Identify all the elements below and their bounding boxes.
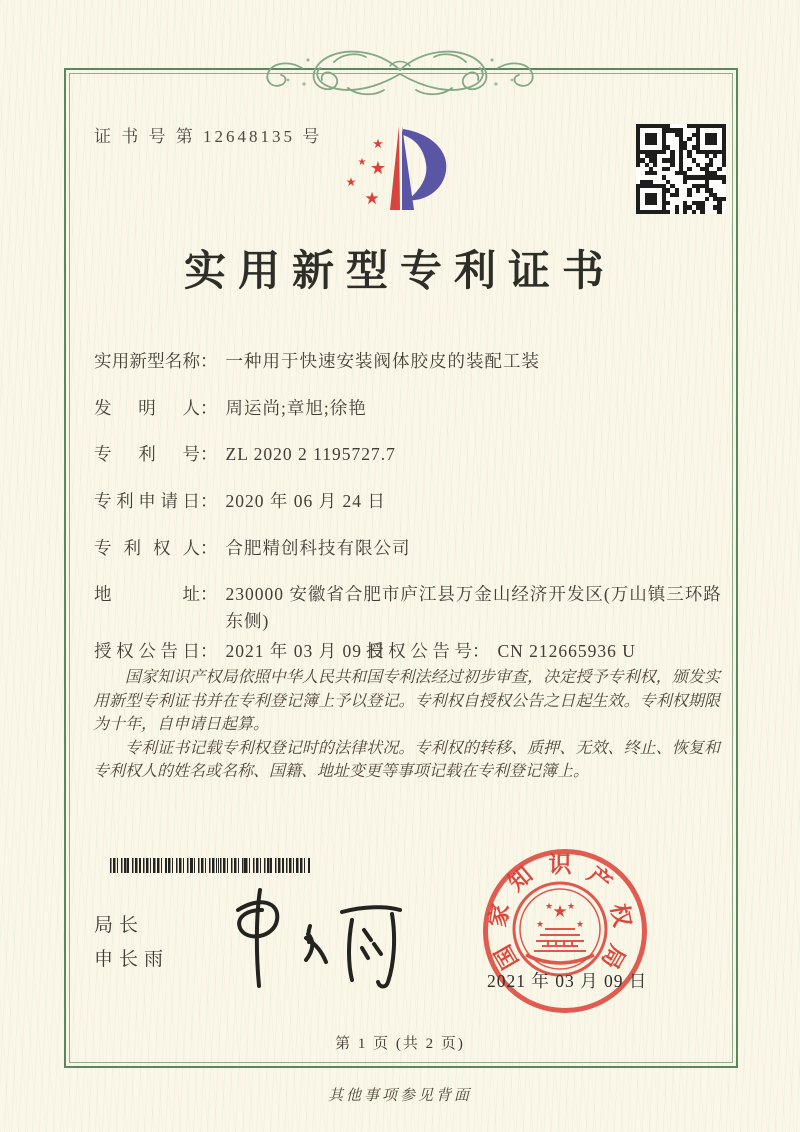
field-label: 授权公告日 xyxy=(94,641,200,661)
field-value: 2020 年 06 月 24 日 xyxy=(225,491,386,511)
field-label: 授权公告号 xyxy=(366,641,472,661)
svg-text:★: ★ xyxy=(566,901,576,911)
field-value: 周运尚;章旭;徐艳 xyxy=(225,398,367,418)
field-label: 专利申请日 xyxy=(94,491,200,511)
page-number: 第 1 页 (共 2 页) xyxy=(335,1036,465,1052)
field-label: 地址 xyxy=(94,584,200,604)
field-value: CN 212665936 U xyxy=(497,641,636,661)
svg-text:★: ★ xyxy=(364,189,380,208)
cnipa-logo-icon xyxy=(328,110,480,228)
svg-text:★: ★ xyxy=(369,158,387,178)
field-value: 合肥精创科技有限公司 xyxy=(225,538,411,558)
field-colon: ： xyxy=(200,444,218,464)
field-row-patentee xyxy=(94,535,411,562)
qr-code xyxy=(636,124,726,214)
field-value: 2021 年 03 月 09 日 xyxy=(225,641,386,661)
field-row-patent-name xyxy=(94,348,540,375)
certificate-title: 实用新型专利证书 xyxy=(183,249,616,295)
barcode xyxy=(110,858,310,873)
svg-text:★: ★ xyxy=(357,157,367,168)
legal-paragraph-1: 国家知识产权局依照中华人民共和国专利法经过初步审查，决定授予专利权，颁发实用新型专利证书并在专利登记簿上予以登记。专利权自授权公告之日起生效。专利权期限为十年，自申请日起算。 xyxy=(93,669,720,733)
handwritten-signature-icon xyxy=(222,882,418,994)
field-colon: ： xyxy=(200,538,218,558)
field-colon: ： xyxy=(472,641,490,661)
back-note: 其他事项参见背面 xyxy=(327,1088,472,1104)
field-row-filing-date xyxy=(94,488,386,515)
field-label: 专利权人 xyxy=(94,538,200,558)
seal-arc-text: 国 家 知 识 产 权 局 xyxy=(485,852,635,973)
svg-text:★: ★ xyxy=(552,902,568,921)
field-row-grant xyxy=(94,638,636,665)
field-colon: ： xyxy=(200,641,218,661)
field-label: 实用新型名称 xyxy=(94,351,200,371)
field-value: 一种用于快速安装阀体胶皮的装配工装 xyxy=(225,351,540,371)
field-colon: ： xyxy=(200,351,218,371)
field-label: 专利号 xyxy=(94,444,200,464)
field-row-inventors xyxy=(94,395,367,422)
field-colon: ： xyxy=(200,584,218,604)
grant-number-pair xyxy=(366,638,636,665)
signer-name: 申长雨 xyxy=(94,949,170,970)
field-value: 230000 安徽省合肥市庐江县万金山经济开发区(万山镇三环路东侧) xyxy=(225,584,722,631)
dragon-scroll-ornament-icon xyxy=(238,40,562,106)
certificate-number: 证 书 号 第 12648135 号 xyxy=(94,127,323,146)
svg-text:★: ★ xyxy=(575,919,585,929)
field-colon: ： xyxy=(200,398,218,418)
field-row-patent-no xyxy=(94,441,396,468)
svg-text:★: ★ xyxy=(372,136,384,151)
legal-text xyxy=(93,666,720,784)
field-label: 发明人 xyxy=(94,398,200,418)
field-colon: ： xyxy=(200,491,218,511)
svg-text:★: ★ xyxy=(345,175,357,189)
field-value: ZL 2020 2 1195727.7 xyxy=(225,444,396,464)
seal-date: 2021 年 03 月 09 日 xyxy=(487,971,648,991)
svg-text:★: ★ xyxy=(544,901,554,911)
field-row-address xyxy=(94,581,726,635)
svg-text:★: ★ xyxy=(535,919,545,929)
legal-paragraph-2: 专利证书记载专利权登记时的法律状况。专利权的转移、质押、无效、终止、恢复和专利权人的姓名或名称、国籍、地址变更等事项记载在专利登记簿上。 xyxy=(93,739,720,780)
signer-title: 局长 xyxy=(94,915,145,936)
